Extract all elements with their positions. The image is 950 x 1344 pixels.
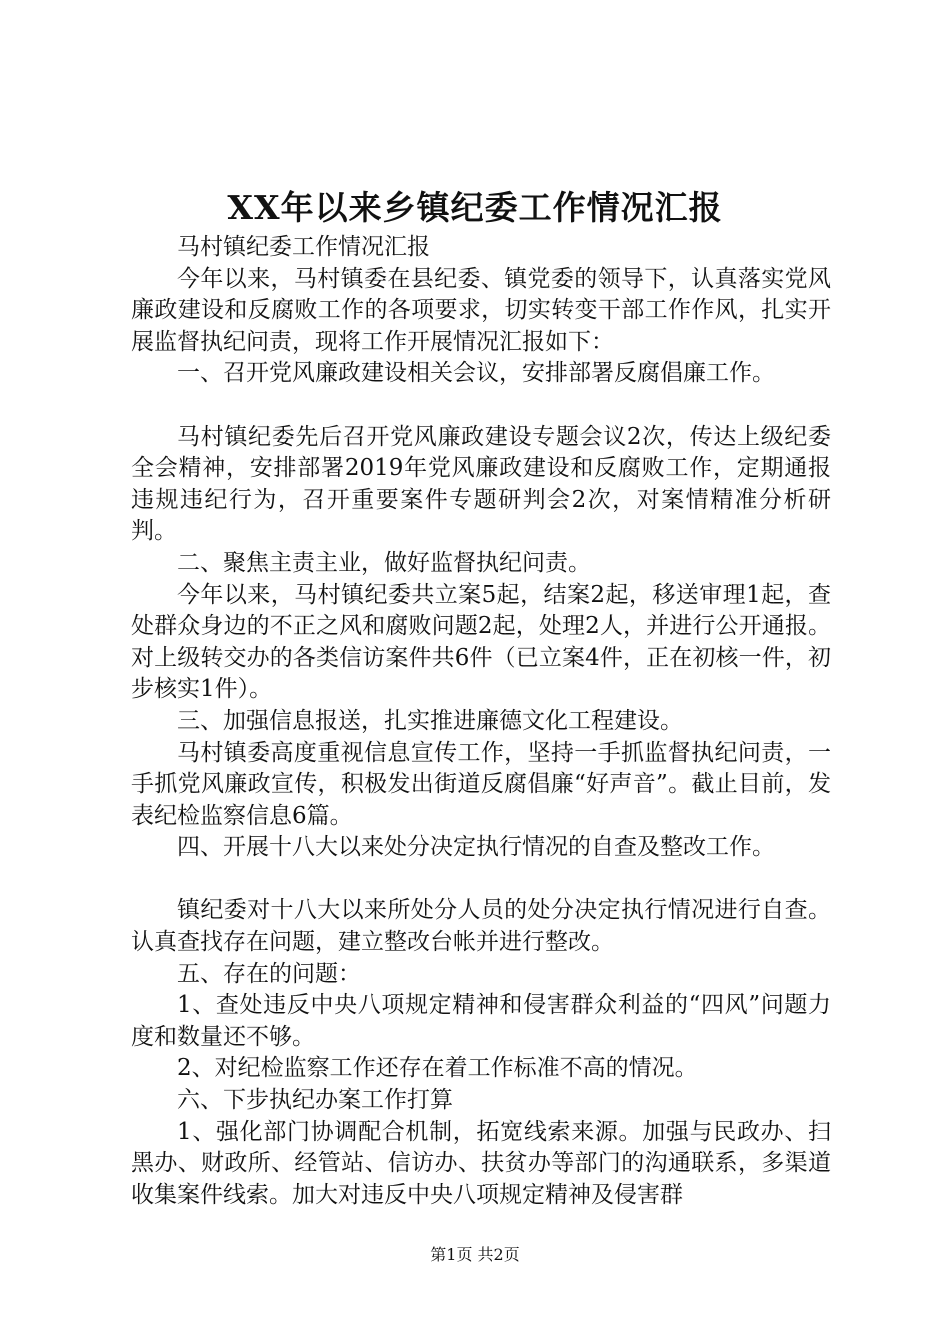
paragraph-section-2: 今年以来，马村镇纪委共立案5起，结案2起，移送审理1起，查处群众身边的不正之风和腐败问题2起，处理2人，并进行公开通报。对上级转交办的各类信访案件共6件（已立案4件，正在初核一件，初步核实1件）。 [131, 581, 831, 703]
paragraph-plan-1: 1、强化部门协调配合机制，拓宽线索来源。加强与民政办、扫黑办、财政所、经管站、信访办、扶贫办等部门的沟通联系，多渠道收集案件线索。加大对违反中央八项规定精神及侵害群 [131, 1118, 831, 1208]
paragraph-section-3: 马村镇委高度重视信息宣传工作，坚持一手抓监督执纪问责，一手抓党风廉政宣传，积极发出街道反腐倡廉“好声音”。截止目前，发表纪检监察信息6篇。 [131, 739, 831, 829]
section-heading-2: 二、聚焦主责主业，做好监督执纪问责。 [177, 549, 591, 576]
document-body [131, 232, 831, 1211]
paragraph-intro: 今年以来，马村镇委在县纪委、镇党委的领导下，认真落实党风廉政建设和反腐败工作的各项要求，切实转变干部工作作风，扎实开展监督执纪问责，现将工作开展情况汇报如下： [131, 265, 831, 355]
section-heading-3: 三、加强信息报送，扎实推进廉德文化工程建设。 [177, 707, 683, 734]
paragraph-issue-2: 2、对纪检监察工作还存在着工作标准不高的情况。 [177, 1055, 698, 1082]
section-heading-4: 四、开展十八大以来处分决定执行情况的自查及整改工作。 [177, 834, 775, 861]
section-heading-5: 五、存在的问题： [177, 960, 361, 987]
paragraph-section-4: 镇纪委对十八大以来所处分人员的处分决定执行情况进行自查。认真查找存在问题，建立整改台帐并进行整改。 [131, 897, 831, 956]
section-heading-6: 六、下步执纪办案工作打算 [177, 1087, 453, 1114]
page-footer: 第1页 共2页 [430, 1245, 520, 1264]
paragraph-subtitle: 马村镇纪委工作情况汇报 [177, 234, 430, 260]
paragraph-issue-1: 1、查处违反中央八项规定精神和侵害群众利益的“四风”问题力度和数量还不够。 [131, 992, 831, 1050]
paragraph-section-1: 马村镇纪委先后召开党风廉政建设专题会议2次，传达上级纪委全会精神，安排部署2019年党风廉政建设和反腐败工作，定期通报违规违纪行为，召开重要案件专题研判会2次，对案情精准分析研判。 [131, 423, 831, 545]
document-title: XX年以来乡镇纪委工作情况汇报 [227, 188, 723, 227]
section-heading-1: 一、召开党风廉政建设相关会议，安排部署反腐倡廉工作。 [177, 360, 775, 387]
